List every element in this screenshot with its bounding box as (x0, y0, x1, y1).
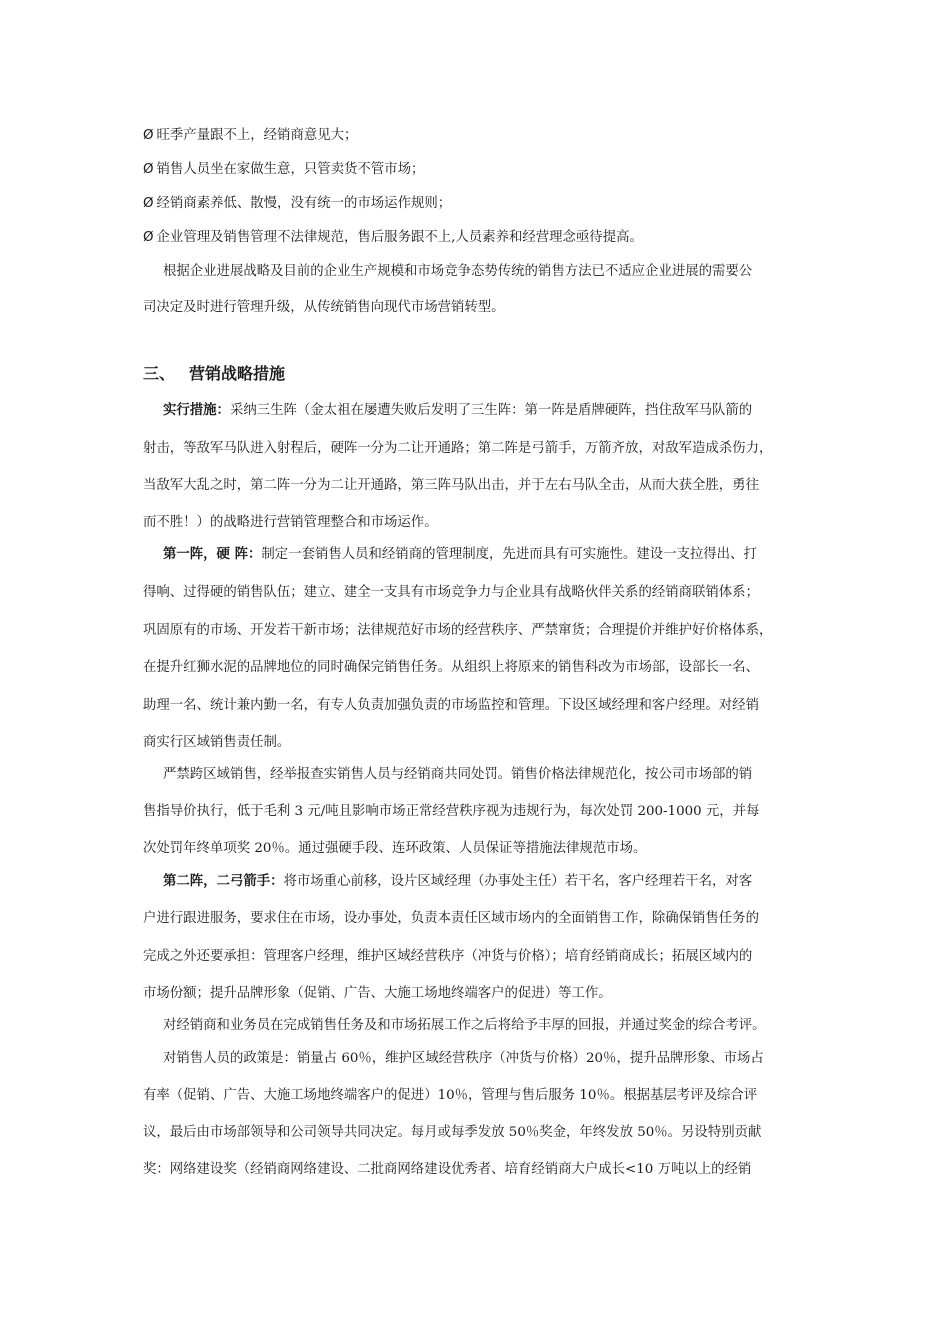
paragraph-line: 议，最后由市场部领导和公司领导共同决定。每月或每季发放 50％奖金，年终发放 50％。另设特别贡献 (143, 1125, 762, 1140)
section-title: 营销战略措施 (189, 364, 286, 383)
paragraph-line: 对销售人员的政策是：销量占 60％，维护区域经营秩序（冲货与价格）20％，提升品牌形象、市场占 (163, 1051, 764, 1066)
bullet-text: 旺季产量跟不上，经销商意见大； (156, 128, 358, 143)
paragraph-lead: 第二阵，二弓箭手： (163, 874, 284, 889)
intro-line: 根据企业进展战略及目前的企业生产规模和市场竞争态势传统的销售方法已不适应企业进展的需要公 (163, 264, 753, 279)
paragraph-line: 次处罚年终单项奖 20％。通过强硬手段、连环政策、人员保证等措施法律规范市场。 (143, 841, 647, 856)
paragraph-line: 得响、过得硬的销售队伍；建立、建全一支具有市场竞争力与企业具有战略伙伴关系的经销商联销体系； (143, 585, 759, 600)
bullet-item (143, 127, 357, 145)
paragraph-lead: 第一阵，硬 阵： (163, 547, 262, 562)
bullet-icon: Ø (143, 162, 154, 177)
paragraph-line: 而不胜！）的战略进行营销管理整合和市场运作。 (143, 515, 438, 530)
bullet-item (143, 195, 451, 213)
paragraph-lead: 实行措施： (163, 403, 230, 418)
bullet-icon: Ø (143, 128, 154, 143)
paragraph-line: 射击，等敌军马队进入射程后，硬阵一分为二让开通路；第二阵是弓箭手，万箭齐放，对敌军造成杀伤力， (143, 441, 773, 456)
paragraph-line: 巩固原有的市场、开发若干新市场；法律规范好市场的经营秩序、严禁窜货；合理提价并维护好价格体系， (143, 623, 773, 638)
paragraph-line: 奖：网络建设奖（经销商网络建设、二批商网络建设优秀者、培育经销商大户成长<10 万吨以上的经销 (143, 1162, 752, 1177)
paragraph-line: 户进行跟进服务，要求住在市场，设办事处，负责本责任区域市场内的全面销售工作，除确保销售任务的 (143, 911, 759, 926)
section-heading (143, 363, 285, 385)
paragraph-line: 完成之外还要承担：管理客户经理，维护区域经营秩序（冲货与价格）；培育经销商成长；拓展区域内的 (143, 949, 753, 964)
paragraph-line: 市场份额；提升品牌形象（促销、广告、大施工场地终端客户的促进）等工作。 (143, 986, 612, 1001)
paragraph-line: 有率（促销、广告、大施工场地终端客户的促进）10％，管理与售后服务 10％。根据基层考评及综合评 (143, 1088, 758, 1103)
paragraph-line: 助理一名、统计兼内勤一名，有专人负责加强负责的市场监控和管理。下设区域经理和客户经理。对经销 (143, 698, 759, 713)
paragraph-text: 采纳三生阵（金太祖在屡遭失败后发明了三生阵：第一阵是盾牌硬阵，挡住敌军马队箭的 (229, 403, 753, 418)
paragraph-line (163, 402, 752, 420)
bullet-text: 企业管理及销售管理不法律规范，售后服务跟不上,人员素养和经营理念亟待提高。 (156, 230, 643, 245)
paragraph-text: 制定一套销售人员和经销商的管理制度，先进而具有可实施性。建设一支拉得出、打 (261, 547, 757, 562)
paragraph-line: 在提升红狮水泥的品牌地位的同时确保完销售任务。从组织上将原来的销售科改为市场部，设部长一名、 (143, 660, 759, 675)
paragraph-line (163, 546, 757, 564)
bullet-text: 经销商素养低、散慢，没有统一的市场运作规则； (156, 196, 452, 211)
paragraph-line: 售指导价执行，低于毛利 3 元/吨且影响市场正常经营秩序视为违规行为，每次处罚 200-1000 元，并每 (143, 804, 760, 819)
section-number: 三、 (143, 364, 176, 383)
paragraph-line (163, 873, 752, 891)
paragraph-text: 将市场重心前移，设片区域经理（办事处主任）若干名，客户经理若干名，对客 (283, 874, 753, 889)
bullet-text: 销售人员坐在家做生意，只管卖货不管市场； (156, 162, 425, 177)
paragraph-line: 严禁跨区域销售，经举报查实销售人员与经销商共同处罚。销售价格法律规范化，按公司市场部的销 (163, 767, 753, 782)
bullet-icon: Ø (143, 196, 154, 211)
bullet-item (143, 161, 424, 179)
bullet-icon: Ø (143, 230, 154, 245)
paragraph-line: 商实行区域销售责任制。 (143, 735, 291, 750)
intro-line: 司决定及时进行管理升级，从传统销售向现代市场营销转型。 (143, 300, 505, 315)
paragraph-line: 对经销商和业务员在完成销售任务及和市场拓展工作之后将给予丰厚的回报，并通过奖金的综合考评。 (163, 1018, 766, 1033)
bullet-item (143, 229, 643, 247)
paragraph-line: 当敌军大乱之时，第二阵一分为二让开通路，第三阵马队出击，并于左右马队全击，从而大获全胜，勇往 (143, 478, 759, 493)
